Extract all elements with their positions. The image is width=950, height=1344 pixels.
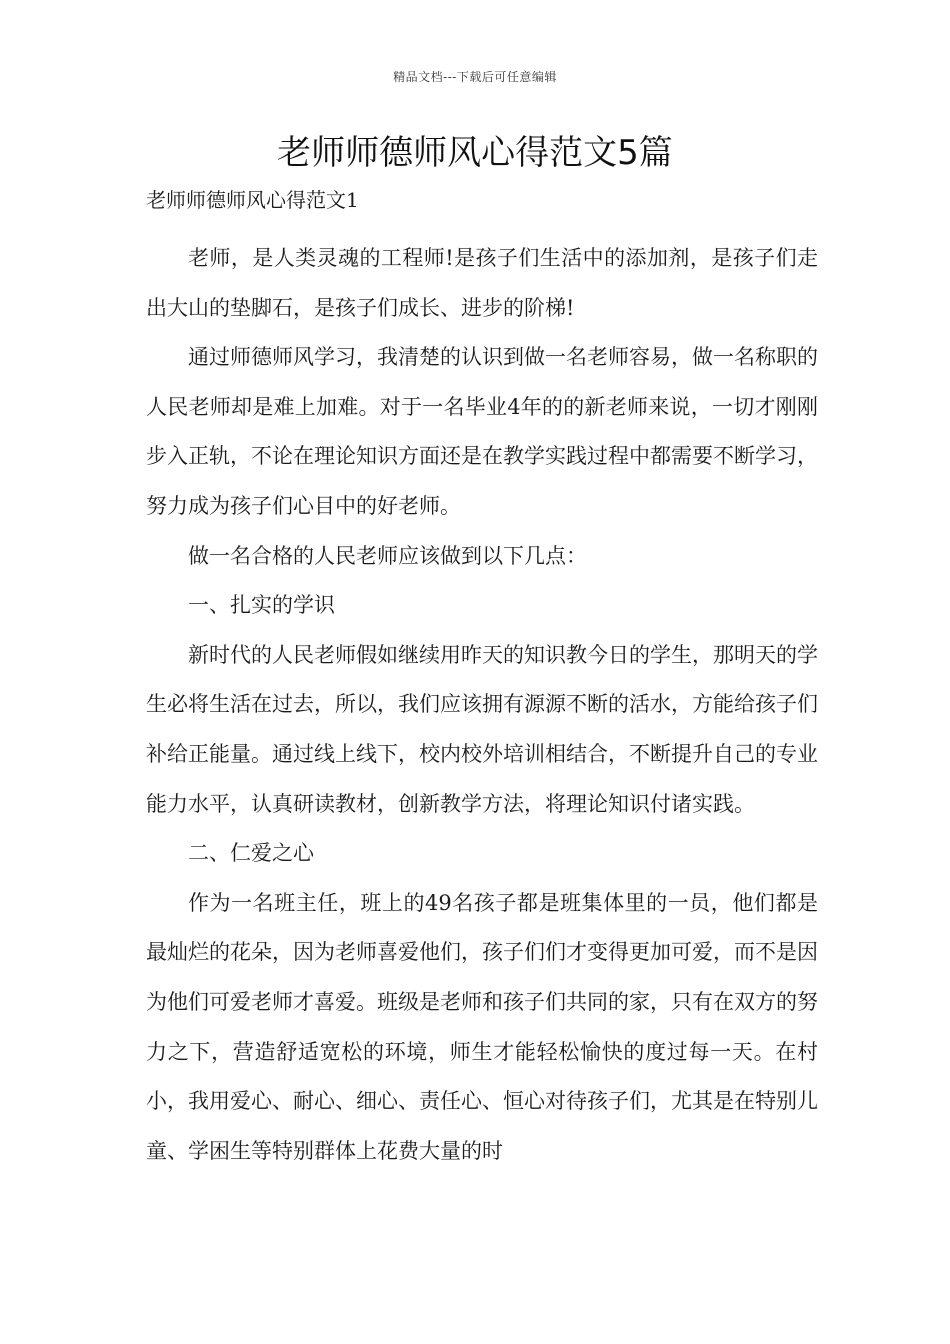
- paragraph: 做一名合格的人民老师应该做到以下几点：: [188, 543, 587, 568]
- document-body: [146, 234, 818, 1176]
- paragraph: 作为一名班主任，班上的49名孩子都是班集体里的一员，他们都是最灿烂的花朵，因为老师喜爱他们，孩子们们才变得更加可爱，而不是因为他们可爱老师才喜爱。班级是老师和孩子们共同的家，只有在双方的努力之下，营造舒适宽松的环境，师生才能轻松愉快的度过每一天。在村小，我用爱心、耐心、细心、责任心、恒心对待孩子们，尤其是在特别儿童、学困生等特别群体上花费大量的时: [146, 890, 818, 1163]
- section-heading: 一、扎实的学识: [188, 593, 335, 618]
- paragraph: 新时代的人民老师假如继续用昨天的知识教今日的学生，那明天的学生必将生活在过去，所以，我们应该拥有源源不断的活水，方能给孩子们补给正能量。通过线上线下，校内校外培训相结合，不断提升自己的专业能力水平，认真研读教材，创新教学方法，将理论知识付诸实践。: [146, 642, 818, 816]
- section-subtitle: 老师师德师风心得范文1: [146, 188, 359, 212]
- section-heading: 二、仁爱之心: [188, 841, 314, 866]
- paragraph: 老师，是人类灵魂的工程师!是孩子们生活中的添加剂，是孩子们走出大山的垫脚石，是孩子们成长、进步的阶梯!: [146, 246, 818, 320]
- page-header: 精品文档---下载后可任意编辑: [393, 70, 557, 84]
- document-title: 老师师德师风心得范文5篇: [277, 133, 673, 173]
- paragraph: 通过师德师风学习，我清楚的认识到做一名老师容易，做一名称职的人民老师却是难上加难。对于一名毕业4年的的新老师来说，一切才刚刚步入正轨，不论在理论知识方面还是在教学实践过程中都需要不断学习，努力成为孩子们心目中的好老师。: [146, 345, 818, 518]
